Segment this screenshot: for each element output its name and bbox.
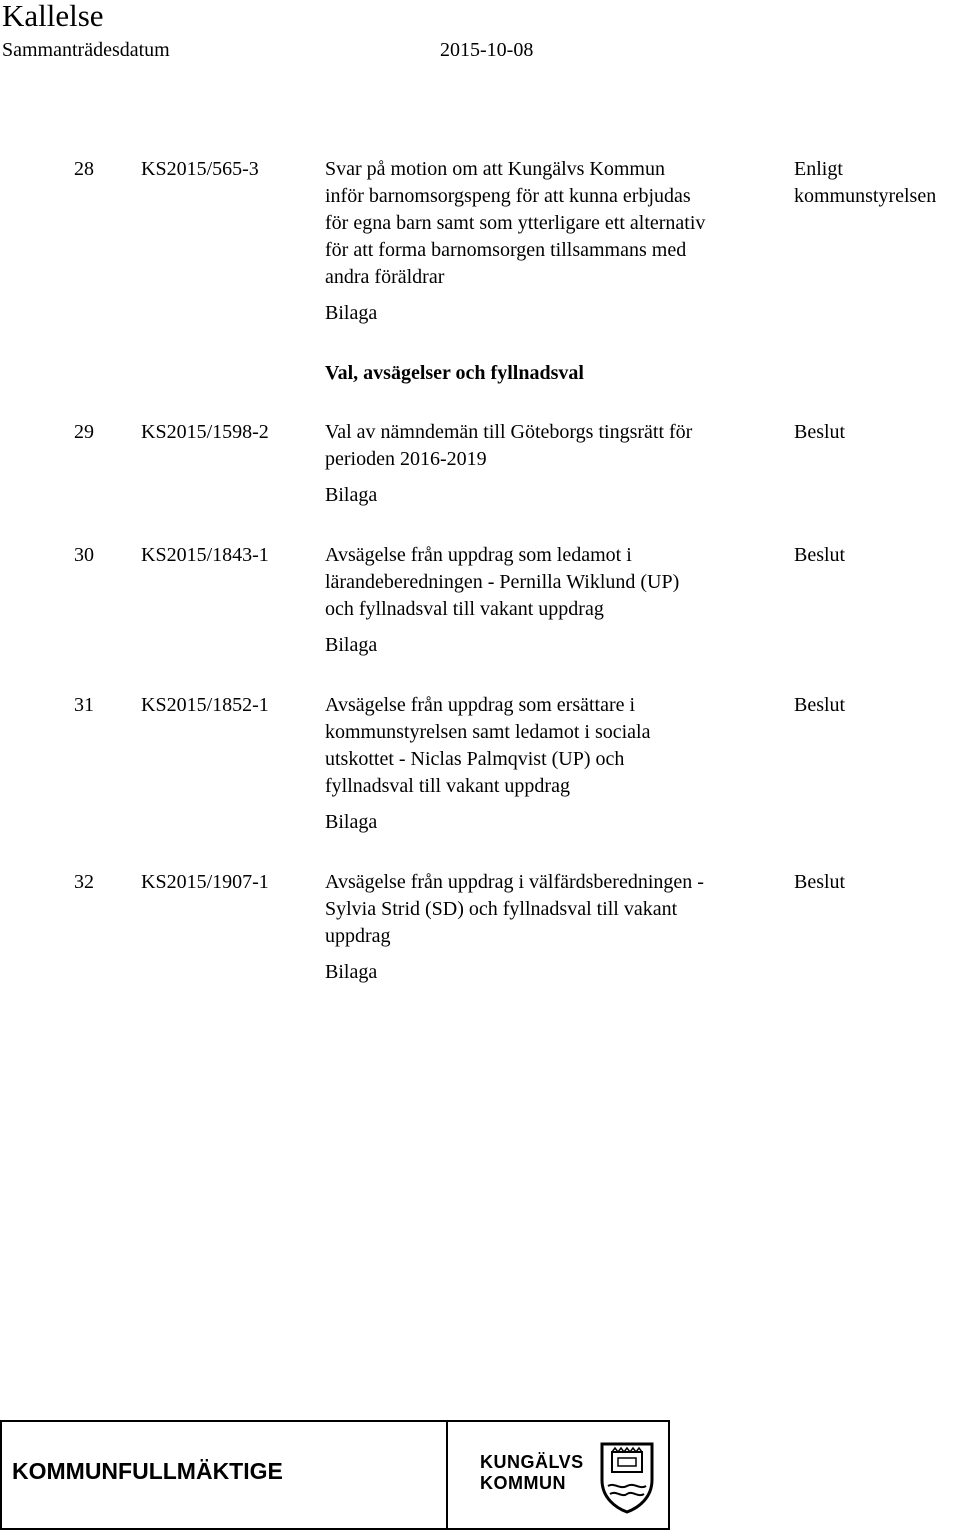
item-title-line: Svar på motion om att Kungälvs Kommun [325,158,665,180]
decision-type [794,869,845,896]
item-number: 30 [74,544,94,566]
item-title [325,156,785,327]
item-title-line: Avsägelse från uppdrag i välfärdsberedningen - [325,871,704,893]
item-title [325,542,785,659]
case-number: KS2015/1843-1 [141,544,269,566]
case-number: KS2015/565-3 [141,158,259,180]
meeting-date-label: Sammanträdesdatum [2,39,170,61]
decision-type [794,542,845,569]
item-title [325,869,785,986]
item-title-line: Val av nämndemän till Göteborgs tingsrätt för [325,421,693,443]
section-heading: Val, avsägelser och fyllnadsval [325,362,584,384]
decision-line: Beslut [794,421,846,443]
item-title-line: och fyllnadsval till vakant uppdrag [325,598,604,620]
coat-of-arms-icon [598,1440,656,1514]
attachment-link[interactable]: Bilaga [325,811,378,833]
item-title-line: andra föräldrar [325,266,445,288]
attachment-link[interactable]: Bilaga [325,302,378,324]
item-title-line: perioden 2016-2019 [325,448,487,470]
attachment-link[interactable]: Bilaga [325,961,378,983]
footer-org-name: KOMMUNFULLMÄKTIGE [12,1458,283,1484]
item-title-line: Avsägelse från uppdrag som ersättare i [325,694,636,716]
item-title-line: fyllnadsval till vakant uppdrag [325,775,570,797]
item-title [325,692,785,836]
logo-text-line: KOMMUN [480,1473,566,1493]
decision-line: Enligt [794,158,843,180]
case-number: KS2015/1907-1 [141,871,269,893]
item-title-line: uppdrag [325,925,391,947]
decision-type [794,692,845,719]
item-title-line: inför barnomsorgspeng för att kunna erbjudas [325,185,691,207]
case-number: KS2015/1852-1 [141,694,269,716]
item-title [325,419,785,509]
case-number: KS2015/1598-2 [141,421,269,443]
municipality-logo-text [480,1452,584,1494]
decision-line: Beslut [794,544,846,566]
item-title-line: för att forma barnomsorgen tillsammans med [325,239,687,261]
footer-divider [446,1422,448,1528]
decision-type [794,156,936,210]
logo-text-line: KUNGÄLVS [480,1452,584,1472]
document-footer [0,1420,670,1530]
decision-line: Beslut [794,871,846,893]
item-number: 32 [74,871,94,893]
item-title-line: utskottet - Niclas Palmqvist (UP) och [325,748,625,770]
item-title-line: Sylvia Strid (SD) och fyllnadsval till vakant [325,898,678,920]
decision-line: kommunstyrelsen [794,185,937,207]
item-title-line: kommunstyrelsen samt ledamot i sociala [325,721,651,743]
attachment-link[interactable]: Bilaga [325,634,378,656]
decision-type [794,419,845,446]
item-title-line: lärandeberedningen - Pernilla Wiklund (UP) [325,571,680,593]
item-number: 29 [74,421,94,443]
item-title-line: Avsägelse från uppdrag som ledamot i [325,544,632,566]
document-title: Kallelse [2,0,104,33]
item-title-line: för egna barn samt som ytterligare ett alternativ [325,212,706,234]
item-number: 28 [74,158,94,180]
meeting-date: 2015-10-08 [440,39,534,61]
decision-line: Beslut [794,694,846,716]
attachment-link[interactable]: Bilaga [325,484,378,506]
item-number: 31 [74,694,94,716]
